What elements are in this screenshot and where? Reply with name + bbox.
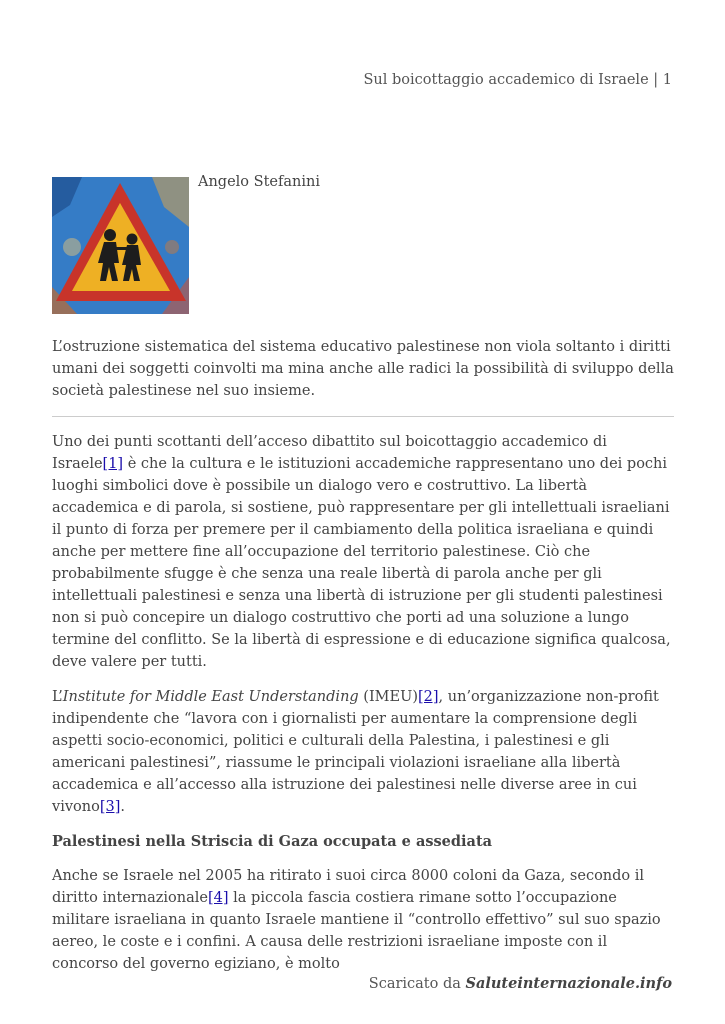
footnote-link-2[interactable]: [2]	[418, 689, 439, 705]
paragraph-2-end: .	[120, 799, 125, 815]
institute-name: Institute for Middle East Understanding	[62, 689, 359, 705]
footnote-link-4[interactable]: [4]	[208, 890, 229, 906]
paragraph-3	[52, 865, 674, 975]
footer	[369, 975, 672, 992]
lead-paragraph: L’ostruzione sistematica del sistema educativo palestinese non viola soltanto i diritti umani dei soggetti coinvolti ma mina anche alle radici la possibilità di sviluppo della società palestinese nel suo insieme.	[52, 339, 674, 399]
running-header: Sul boicottaggio accademico di Israele | 1	[363, 72, 672, 88]
paragraph-1-text-b: è che la cultura e le istituzioni accademiche rappresentano uno dei pochi luoghi simbolici dove è possibile un dialogo vero e costruttivo. La libertà accademica e di parola, si sostiene, può rappresentare per gli intellettuali israeliani il punto di forza per premere per il cambiamento della politica israeliana e quindi anche per mettere fine all’occupazione del territorio palestinese. Ciò che probabilmente sfugge è che senza una reale libertà di parola anche per gli intellettuali palestinesi e senza una libertà di istruzione per gli studenti palestinesi non si può concepire un dialogo costruttivo che porti ad una soluzione a lungo termine del conflitto. Se la libertà di espressione e di educazione significa qualcosa, deve valere per tutti.	[52, 456, 671, 670]
paragraph-3-text-a: Anche se Israele nel 2005 ha ritirato i suoi circa 8000 coloni da Gaza, secondo il diritto internazionale	[52, 868, 645, 906]
paragraph-2	[52, 686, 674, 818]
paragraph-2-text: , un’organizzazione non-profit indipendente che “lavora con i giornalisti per aumentare la comprensione degli aspetti socio-economici, politici e culturali della Palestina, i palestinesi e gli americani palestinesi”, riassume le principali violazioni israeliane alla libertà accademica e all’accesso alla istruzione dei palestinesi nelle diverse aree in cui vivono	[52, 689, 659, 815]
article-body	[52, 336, 674, 988]
paragraph-3-text-b: la piccola fascia costiera rimane sotto l’occupazione militare israeliana in quanto Israele mantiene il “controllo effettivo” sul suo spazio aereo, le coste e i confini. A causa delle restrizioni israeliane imposte con il concorso del governo egiziano, è molto	[52, 890, 661, 972]
paragraph-1-text-a: Uno dei punti scottanti dell’acceso dibattito sul boicottaggio accademico di Israele	[52, 434, 607, 472]
paragraph-1	[52, 431, 674, 673]
author-name: Angelo Stefanini	[198, 174, 320, 190]
section-heading: Palestinesi nella Striscia di Gaza occupata e assediata	[52, 833, 493, 850]
paragraph-2-prefix: L’	[52, 689, 63, 705]
footnote-link-3[interactable]: [3]	[99, 799, 121, 815]
footer-site-name: Saluteinternazionale.info	[465, 975, 672, 992]
institute-abbr: (IMEU)	[358, 689, 418, 705]
footer-prefix: Scaricato da	[368, 976, 466, 992]
school-crossing-sign-icon	[52, 177, 189, 314]
footnote-link-1[interactable]: [1]	[102, 456, 124, 472]
divider	[52, 416, 674, 417]
